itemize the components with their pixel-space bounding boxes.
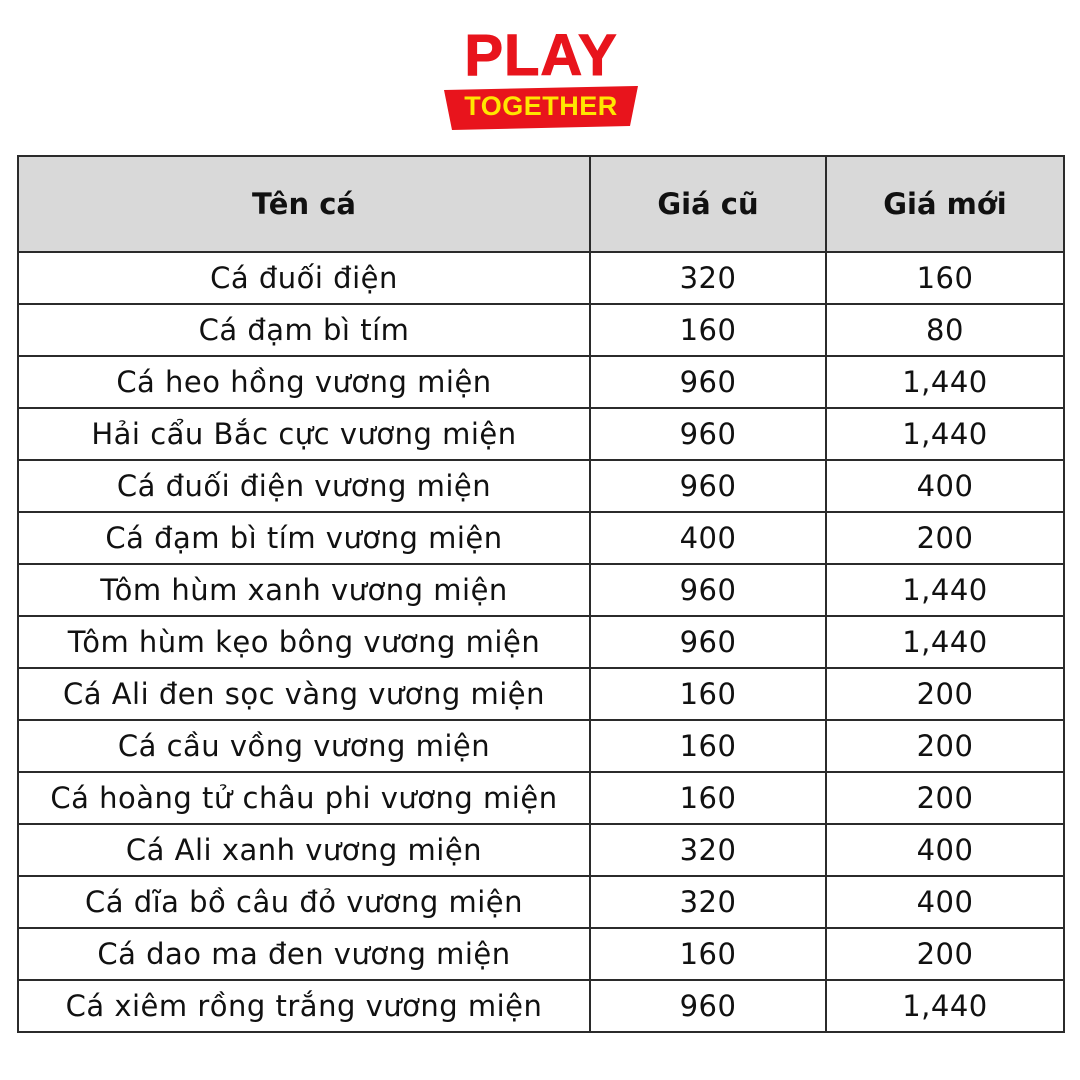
new-price-cell: 1,440 [826,356,1064,408]
table-row [18,564,1064,616]
old-price-cell: 320 [590,824,826,876]
fish-name-cell: Tôm hùm xanh vương miện [18,564,590,616]
new-price-cell: 200 [826,720,1064,772]
table-header-row [18,156,1064,252]
fish-name-cell: Cá dao ma đen vương miện [18,928,590,980]
fish-name-cell: Cá đuối điện [18,252,590,304]
table-row [18,720,1064,772]
table-row [18,876,1064,928]
new-price-cell: 1,440 [826,564,1064,616]
logo-play-text: PLAY [464,23,618,88]
table-row [18,304,1064,356]
old-price-cell: 320 [590,876,826,928]
table-row [18,616,1064,668]
new-price-cell: 200 [826,772,1064,824]
logo-together-text: TOGETHER [464,91,618,121]
table-row [18,460,1064,512]
table-row [18,512,1064,564]
logo-banner [444,86,638,130]
old-price-cell: 960 [590,980,826,1032]
new-price-cell: 200 [826,928,1064,980]
fish-name-cell: Cá Ali xanh vương miện [18,824,590,876]
fish-name-cell: Cá đạm bì tím vương miện [18,512,590,564]
new-price-cell: 80 [826,304,1064,356]
table-row [18,408,1064,460]
new-price-cell: 1,440 [826,408,1064,460]
fish-name-cell: Cá cầu vồng vương miện [18,720,590,772]
header-fish-name: Tên cá [18,156,590,252]
old-price-cell: 160 [590,304,826,356]
old-price-cell: 960 [590,564,826,616]
fish-price-table [17,155,1065,1033]
new-price-cell: 400 [826,460,1064,512]
header-new-price: Giá mới [826,156,1064,252]
fish-name-cell: Cá đuối điện vương miện [18,460,590,512]
table-row [18,824,1064,876]
new-price-cell: 200 [826,512,1064,564]
new-price-cell: 160 [826,252,1064,304]
old-price-cell: 960 [590,408,826,460]
fish-name-cell: Cá xiêm rồng trắng vương miện [18,980,590,1032]
table-row [18,356,1064,408]
table-row [18,252,1064,304]
old-price-cell: 320 [590,252,826,304]
table-row [18,980,1064,1032]
old-price-cell: 160 [590,668,826,720]
new-price-cell: 200 [826,668,1064,720]
old-price-cell: 160 [590,772,826,824]
old-price-cell: 160 [590,720,826,772]
fish-name-cell: Hải cẩu Bắc cực vương miện [18,408,590,460]
fish-name-cell: Cá heo hồng vương miện [18,356,590,408]
fish-name-cell: Cá Ali đen sọc vàng vương miện [18,668,590,720]
fish-name-cell: Tôm hùm kẹo bông vương miện [18,616,590,668]
table-row [18,668,1064,720]
new-price-cell: 1,440 [826,616,1064,668]
table-row [18,928,1064,980]
fish-name-cell: Cá hoàng tử châu phi vương miện [18,772,590,824]
new-price-cell: 400 [826,824,1064,876]
new-price-cell: 1,440 [826,980,1064,1032]
fish-name-cell: Cá dĩa bồ câu đỏ vương miện [18,876,590,928]
new-price-cell: 400 [826,876,1064,928]
old-price-cell: 160 [590,928,826,980]
old-price-cell: 960 [590,616,826,668]
fish-name-cell: Cá đạm bì tím [18,304,590,356]
table-row [18,772,1064,824]
old-price-cell: 960 [590,460,826,512]
old-price-cell: 400 [590,512,826,564]
header-old-price: Giá cũ [590,156,826,252]
old-price-cell: 960 [590,356,826,408]
play-together-logo [444,23,638,130]
